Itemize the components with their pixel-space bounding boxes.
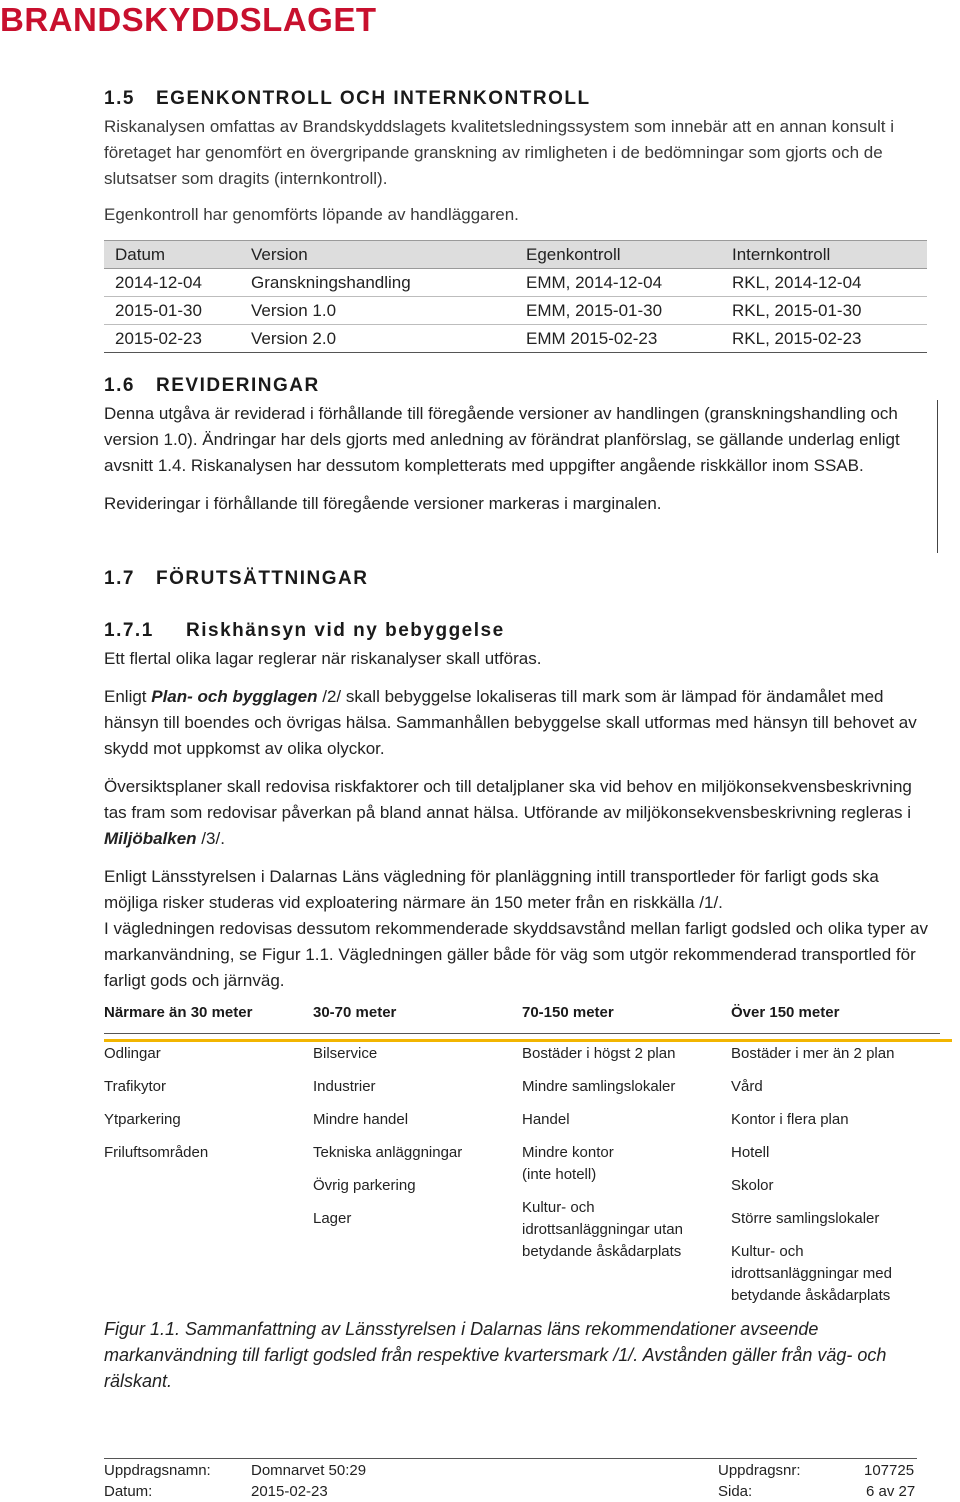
paragraph [104, 684, 934, 762]
footer-divider [104, 1458, 917, 1459]
figure-caption: Figur 1.1. Sammanfattning av Länsstyrelsen i Dalarnas läns rekommendationer avseende markanvändning till farligt godsled från respektive kvartersmark /1/. Avstånden gäller från väg- och rälskant. [104, 1319, 887, 1391]
paragraph: Revideringar i förhållande till föregående versioner markeras i marginalen. [104, 494, 662, 513]
footer-label: Sida: [718, 1483, 753, 1500]
text-run: /3/. [196, 829, 225, 848]
table-cell: RKL, 2015-01-30 [732, 301, 862, 320]
table-cell: 2014-12-04 [115, 273, 202, 292]
heading-number: 1.7 [104, 568, 135, 589]
table-cell: Version 2.0 [251, 329, 337, 348]
heading-title: REVIDERINGAR [156, 375, 320, 396]
table-cell: RKL, 2014-12-04 [732, 273, 862, 292]
text-run: /2/ skall bebyggelse lokaliseras till mark som är lämpad för ändamålet med hänsyn till boendes och övrigas hälsa. Sammanhållen bebyggelse skall utformas med hänsyn till behovet av skydd mot uppkomst av olika olyckor. [104, 687, 917, 758]
footer-value: 2015-02-23 [251, 1483, 328, 1500]
section-1-5-text [104, 114, 934, 228]
table-cell: EMM, 2014-12-04 [526, 273, 663, 292]
list-item: Trafikytor [104, 1078, 166, 1095]
section-1-7-1-text [104, 646, 934, 994]
distance-header: Närmare än 30 meter [104, 1004, 253, 1021]
paragraph: Egenkontroll har genomförts löpande av handläggaren. [104, 205, 519, 224]
table-cell: Version 1.0 [251, 301, 337, 320]
list-item: Vård [731, 1078, 763, 1095]
list-item: Mindre handel [313, 1111, 409, 1128]
list-item: Odlingar [104, 1045, 161, 1062]
header-cell: Datum [115, 245, 166, 264]
table-cell: 2015-01-30 [115, 301, 202, 320]
distance-header: Över 150 meter [731, 1004, 840, 1021]
list-item: Skolor [731, 1177, 774, 1194]
list-item: Tekniska anläggningar [313, 1144, 463, 1161]
list-item: Friluftsområden [104, 1144, 209, 1161]
heading-1-6 [104, 375, 320, 397]
heading-number: 1.7.1 [104, 620, 154, 641]
table-cell: Granskningshandling [251, 273, 411, 292]
heading-number: 1.5 [104, 88, 135, 109]
table-row [104, 325, 927, 353]
paragraph [104, 774, 934, 852]
footer-label: Datum: [104, 1483, 153, 1500]
list-item: Kultur- och idrottsanläggningar med betydande åskådarplats [731, 1243, 892, 1304]
list-item: Bostäder i mer än 2 plan [731, 1045, 895, 1062]
heading-title: EGENKONTROLL OCH INTERNKONTROLL [156, 88, 591, 109]
heading-1-7 [104, 568, 368, 590]
list-item: Övrig parkering [313, 1177, 416, 1194]
header-cell: Egenkontroll [526, 245, 621, 264]
distance-column [104, 1043, 309, 1164]
heading-1-5 [104, 88, 591, 110]
text-run: Översiktsplaner skall redovisa riskfaktorer och till detaljplaner ska vid behov en miljökonsekvensbeskrivning tas fram som redovisar påverkan på bland annat hälsa. Utförande av miljökonsekvensbeskrivning regleras i [104, 777, 912, 822]
list-item: Hotell [731, 1144, 770, 1161]
footer-value: 107725 [864, 1462, 915, 1479]
header-cell: Internkontroll [732, 245, 831, 264]
list-item: Mindre kontor (inte hotell) [522, 1144, 614, 1183]
list-item: Kontor i flera plan [731, 1111, 849, 1128]
distance-header: 70-150 meter [522, 1004, 614, 1021]
law-reference: Plan- och bygglagen [151, 687, 318, 706]
list-item: Ytparkering [104, 1111, 181, 1128]
heading-1-7-1 [104, 620, 505, 642]
table-row [104, 269, 927, 297]
paragraph: I vägledningen redovisas dessutom rekommenderade skyddsavstånd mellan farligt godsled och olika typer av markanvändning, se Figur 1.1. Vägledningen gäller både för väg som utgör rekommenderad transportled för farligt gods och järnväg. [104, 919, 929, 990]
list-item: Industrier [313, 1078, 376, 1095]
paragraph: Enligt Länsstyrelsen i Dalarnas Läns vägledning för planläggning intill transportleder för farligt gods ska möjliga risker studeras vid exploatering närmare än 150 meter från en riskkälla /1/. [104, 867, 879, 912]
revision-margin-bar [937, 400, 938, 553]
table-accent-divider [104, 1039, 952, 1042]
list-item: Större samlingslokaler [731, 1210, 880, 1227]
paragraph: Riskanalysen omfattas av Brandskyddslagets kvalitetsledningssystem som innebär att en annan konsult i företaget har genomfört en övergripande granskning av rimligheten i de bedömningar som gjorts och de slutsatser som dragits (internkontroll). [104, 117, 894, 188]
list-item: Lager [313, 1210, 352, 1227]
table-cell: EMM, 2015-01-30 [526, 301, 663, 320]
distance-column [522, 1043, 712, 1263]
text-run: Enligt [104, 687, 152, 706]
paragraph: Ett flertal olika lagar reglerar när riskanalyser skall utföras. [104, 649, 542, 668]
footer-value: 6 av 27 [866, 1483, 916, 1500]
distance-column [313, 1043, 518, 1230]
distance-column [731, 1043, 936, 1307]
heading-title: Riskhänsyn vid ny bebyggelse [186, 620, 505, 641]
section-1-6-text [104, 401, 934, 517]
law-reference: Miljöbalken [104, 829, 197, 848]
table-cell: EMM 2015-02-23 [526, 329, 658, 348]
footer-label: Uppdragsnamn: [104, 1462, 211, 1479]
heading-number: 1.6 [104, 375, 135, 396]
brand-logo: BRANDSKYDDSLAGET [0, 1, 377, 38]
list-item: Bostäder i högst 2 plan [522, 1045, 676, 1062]
list-item: Mindre samlingslokaler [522, 1078, 676, 1095]
table-cell: RKL, 2015-02-23 [732, 329, 862, 348]
footer-label: Uppdragsnr: [718, 1462, 801, 1479]
table-divider [104, 1033, 940, 1034]
footer-value: Domnarvet 50:29 [251, 1462, 367, 1479]
header-cell: Version [251, 245, 308, 264]
table-row [104, 297, 927, 325]
list-item: Bilservice [313, 1045, 378, 1062]
table-header-row [104, 240, 927, 269]
heading-title: FÖRUTSÄTTNINGAR [156, 568, 369, 589]
distance-header: 30-70 meter [313, 1004, 397, 1021]
list-item: Kultur- och idrottsanläggningar utan betydande åskådarplats [522, 1199, 683, 1260]
paragraph: Denna utgåva är reviderad i förhållande till föregående versioner av handlingen (granskningshandling och version 1.0). Ändringar har dels gjorts med anledning av förändrat planförslag, se gällande underlag enligt avsnitt 1.4. Riskanalysen har dessutom kompletterats med uppgifter angående riskkällor inom SSAB. [104, 404, 900, 475]
table-cell: 2015-02-23 [115, 329, 202, 348]
review-table [104, 240, 927, 353]
list-item: Handel [522, 1111, 570, 1128]
